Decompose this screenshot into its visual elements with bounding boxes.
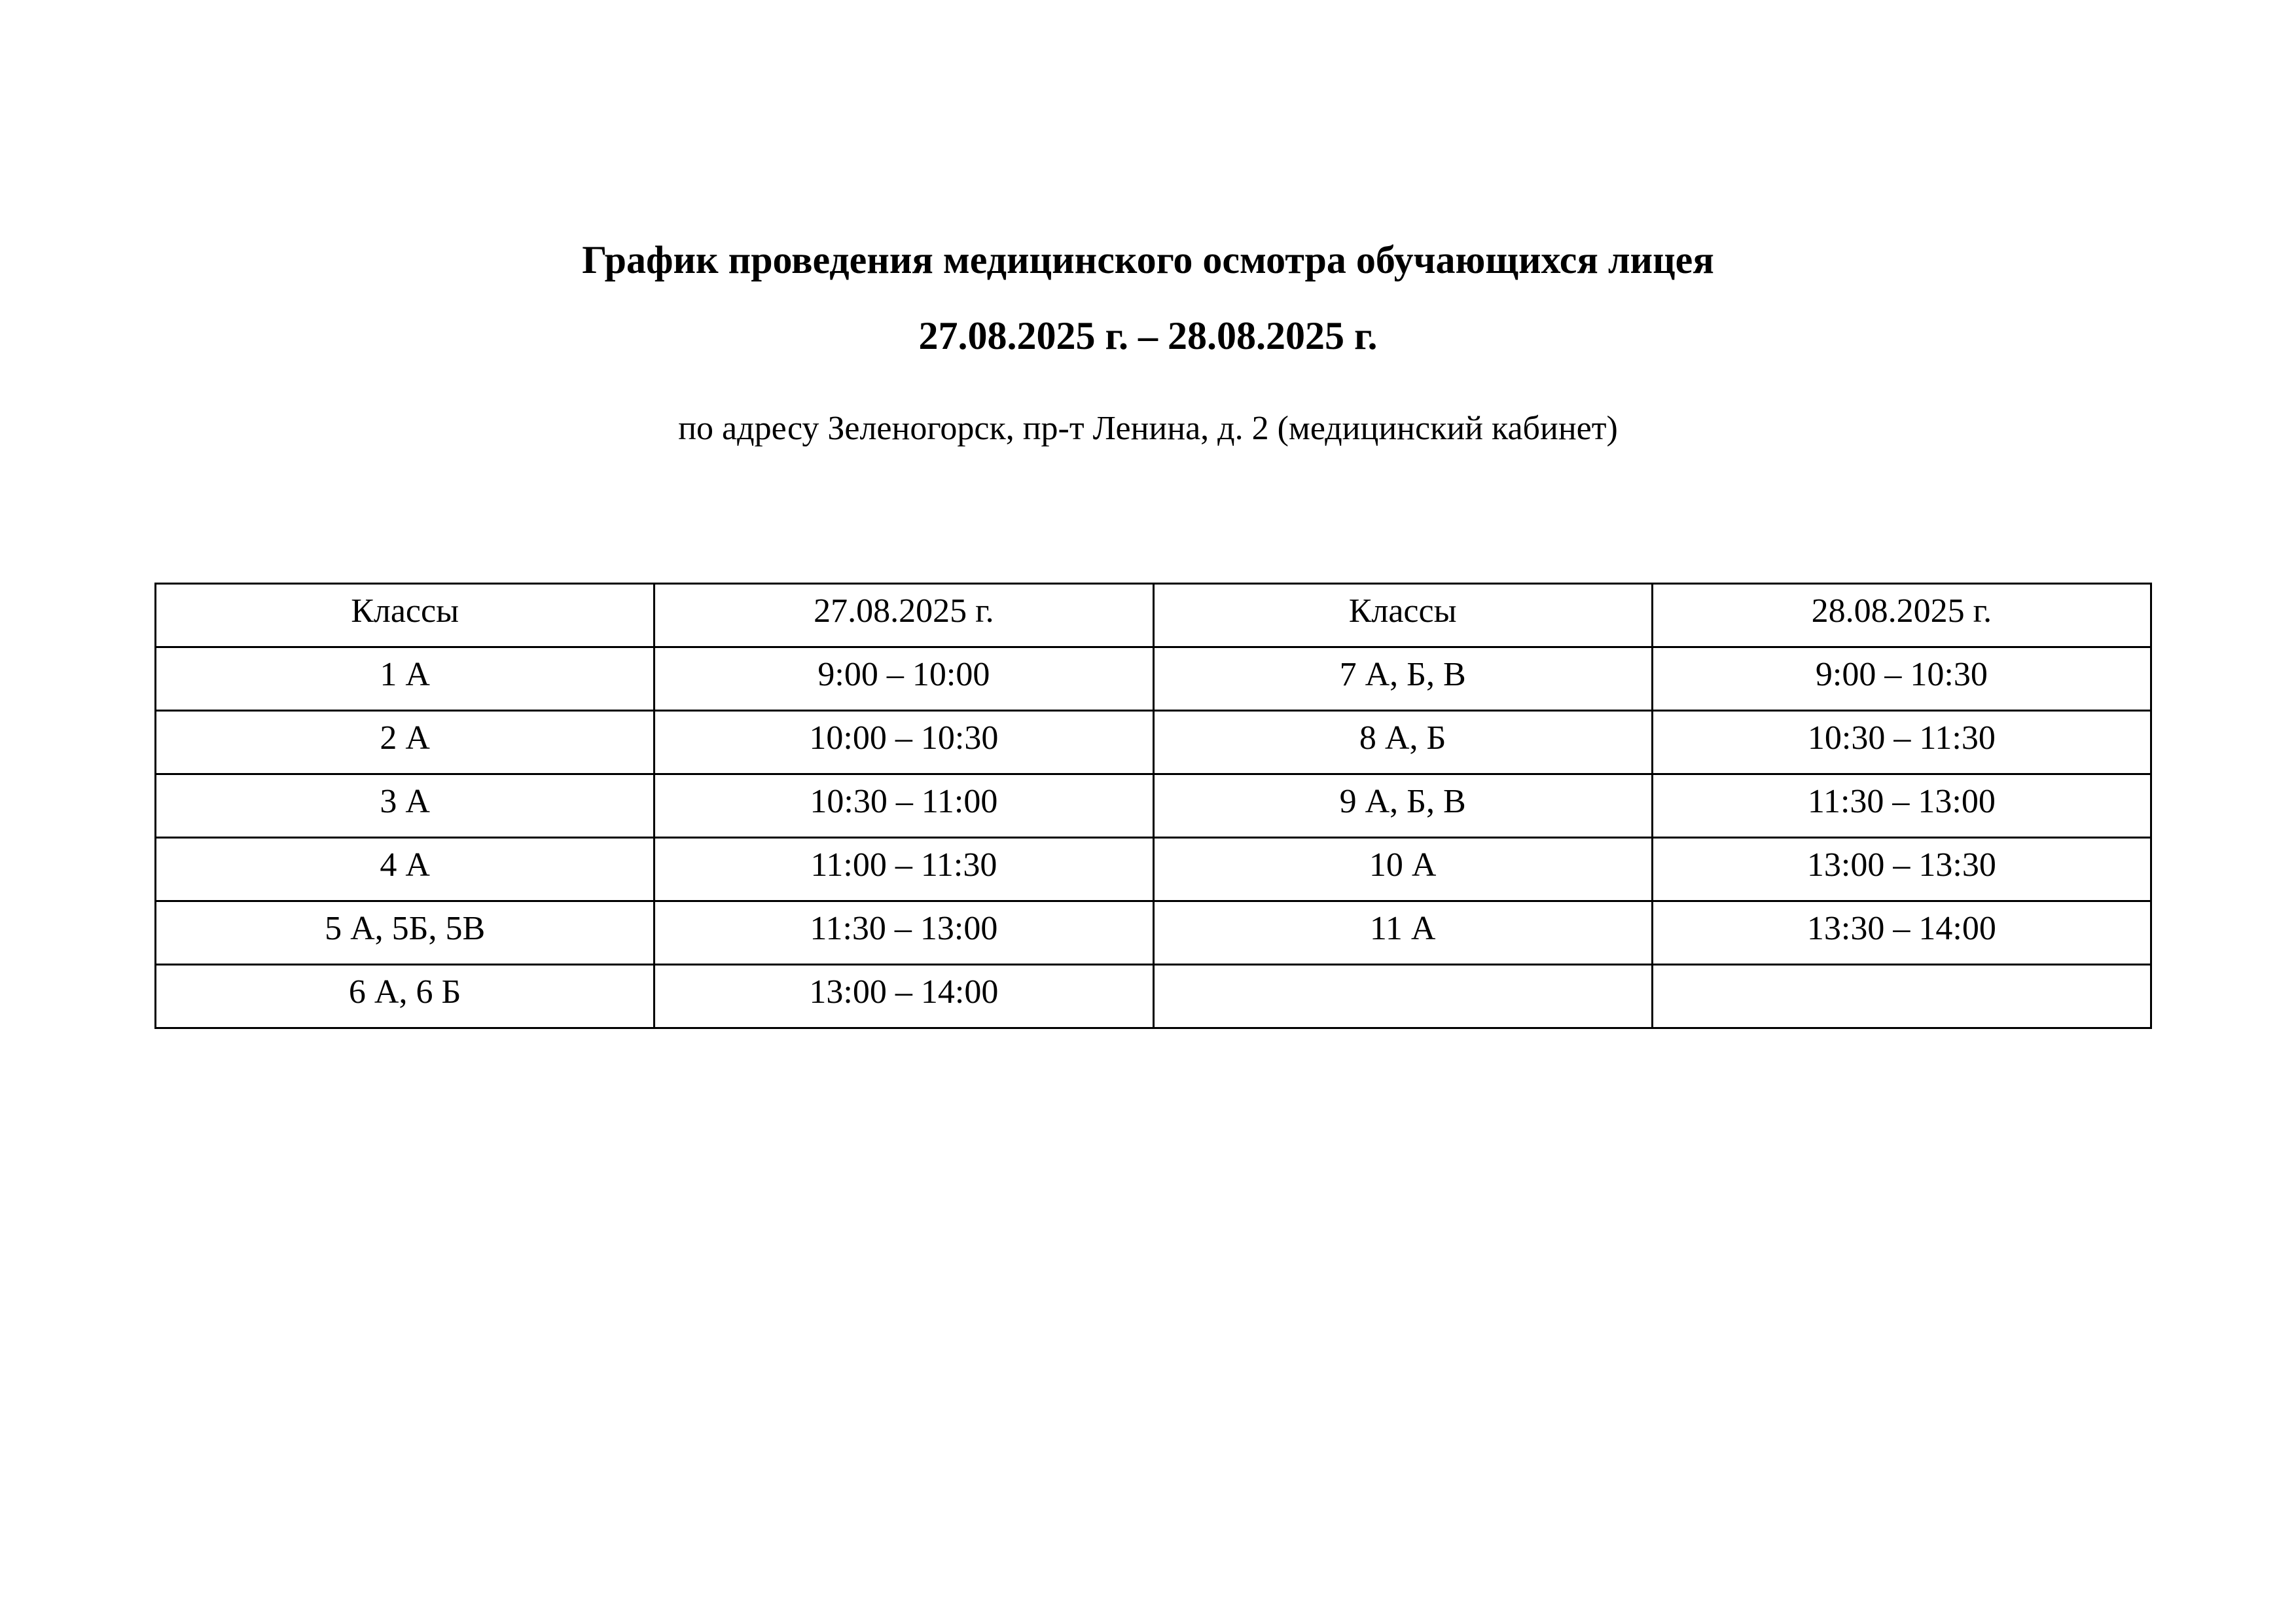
table-cell <box>156 901 655 965</box>
table-row <box>156 965 2151 1028</box>
table-cell <box>655 901 1153 965</box>
header-cell-classes-day1 <box>156 584 655 647</box>
table-row <box>156 647 2151 711</box>
cell-text: 4 А <box>380 846 430 884</box>
cell-text: 5 А, 5Б, 5В <box>325 910 486 947</box>
table-cell <box>1652 711 2151 774</box>
document-address: по адресу Зеленогорск, пр-т Ленина, д. 2 (медицинский кабинет) <box>678 410 1618 447</box>
cell-text: 10 А <box>1369 846 1437 884</box>
table-cell <box>1153 711 1652 774</box>
table-cell <box>1652 647 2151 711</box>
cell-text: 11:30 – 13:00 <box>1807 783 1996 820</box>
cell-text: 9 А, Б, В <box>1339 783 1466 820</box>
cell-text: 11:30 – 13:00 <box>810 910 998 947</box>
cell-text: 9:00 – 10:30 <box>1815 656 1988 693</box>
cell-text: 10:30 – 11:00 <box>810 783 998 820</box>
cell-text: 13:30 – 14:00 <box>1806 910 1996 947</box>
cell-text <box>1155 965 1651 969</box>
table-cell <box>156 774 655 838</box>
table-cell <box>1153 774 1652 838</box>
table-cell <box>655 774 1153 838</box>
cell-text: 6 А, 6 Б <box>348 973 461 1011</box>
cell-text: 2 А <box>380 719 430 757</box>
cell-text: 10:30 – 11:30 <box>1807 719 1996 757</box>
table-cell-empty <box>1153 965 1652 1028</box>
schedule-table <box>154 583 2152 1029</box>
table-cell <box>156 711 655 774</box>
table-cell-empty <box>1652 965 2151 1028</box>
header-label: 28.08.2025 г. <box>1811 592 1992 630</box>
table-cell <box>156 965 655 1028</box>
cell-text: 10:00 – 10:30 <box>809 719 999 757</box>
table-cell <box>1652 774 2151 838</box>
table-cell <box>655 711 1153 774</box>
cell-text: 13:00 – 13:30 <box>1806 846 1996 884</box>
table-row <box>156 774 2151 838</box>
table-cell <box>655 838 1153 901</box>
document-date-range: 27.08.2025 г. – 28.08.2025 г. <box>918 314 1378 357</box>
table-cell <box>1652 901 2151 965</box>
cell-text: 1 А <box>380 656 430 693</box>
table-cell <box>655 647 1153 711</box>
cell-text: 11:00 – 11:30 <box>810 846 997 884</box>
header-cell-date-day1 <box>655 584 1153 647</box>
table-cell <box>1153 647 1652 711</box>
cell-text <box>1653 965 2150 969</box>
header-label: Классы <box>351 592 459 630</box>
table-row <box>156 901 2151 965</box>
table-cell <box>1153 838 1652 901</box>
header-cell-date-day2 <box>1652 584 2151 647</box>
table-cell <box>1153 901 1652 965</box>
table-header-row <box>156 584 2151 647</box>
table-cell <box>156 647 655 711</box>
header-label: Классы <box>1348 592 1457 630</box>
table-cell <box>156 838 655 901</box>
cell-text: 8 А, Б <box>1359 719 1446 757</box>
cell-text: 11 А <box>1369 910 1436 947</box>
header-cell-classes-day2 <box>1153 584 1652 647</box>
document-title: График проведения медицинского осмотра обучающихся лицея <box>582 238 1714 281</box>
table-row <box>156 838 2151 901</box>
table-cell <box>655 965 1153 1028</box>
table-cell <box>1652 838 2151 901</box>
header-label: 27.08.2025 г. <box>814 592 994 630</box>
cell-text: 13:00 – 14:00 <box>809 973 999 1011</box>
cell-text: 3 А <box>380 783 430 820</box>
cell-text: 9:00 – 10:00 <box>817 656 990 693</box>
cell-text: 7 А, Б, В <box>1339 656 1466 693</box>
table-row <box>156 711 2151 774</box>
